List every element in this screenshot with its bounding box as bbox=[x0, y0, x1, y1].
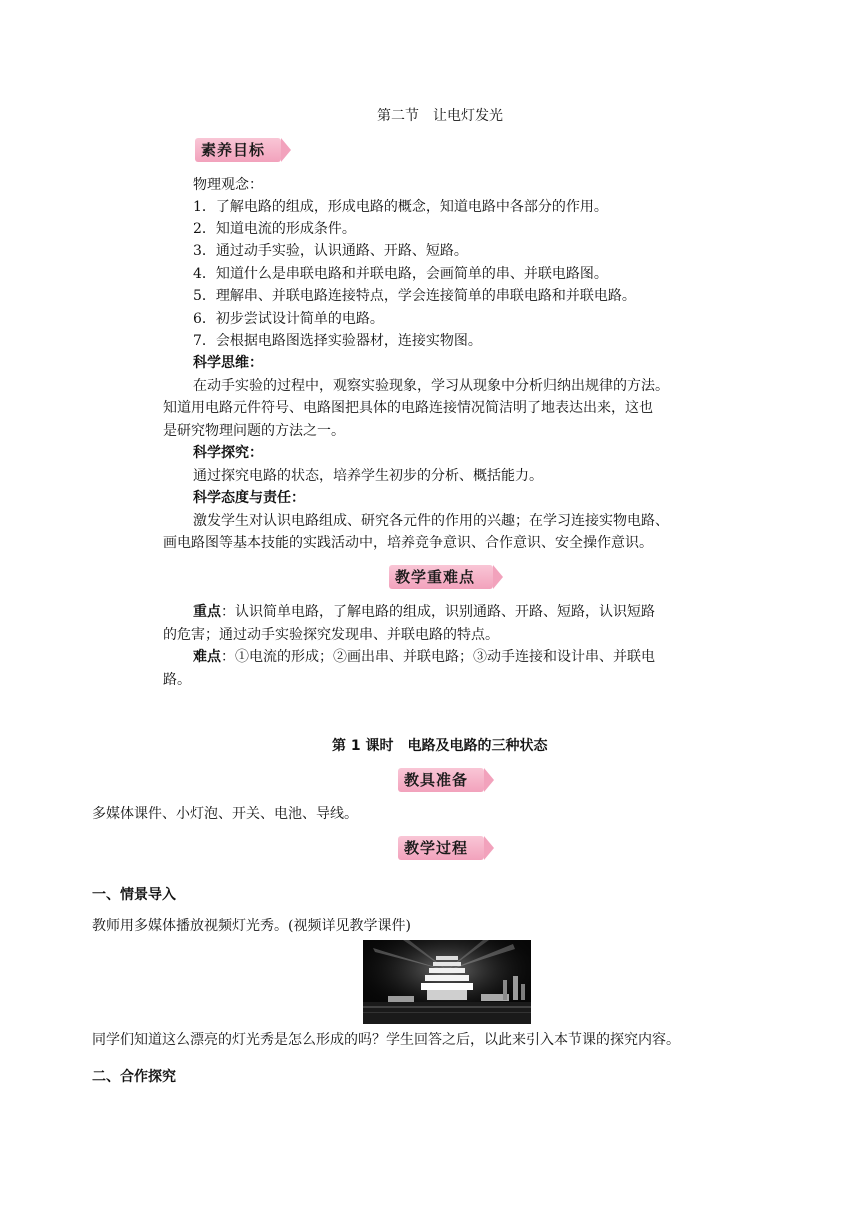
concept-item: 4．知道什么是串联电路和并联电路，会画简单的串、并联电路图。 bbox=[193, 266, 608, 282]
inquiry-heading: 科学探究： bbox=[193, 445, 263, 461]
focus-text: ：认识简单电路，了解电路的组成，识别通路、开路、短路，认识短路 bbox=[221, 604, 655, 620]
attitude-line: 画电路图等基本技能的实践活动中，培养竞争意识、合作意识、安全操作意识。 bbox=[163, 535, 653, 551]
part2-heading: 二、合作探究 bbox=[92, 1069, 176, 1085]
lesson-title: 第 1 课时 电路及电路的三种状态 bbox=[332, 738, 548, 754]
tools-badge bbox=[398, 768, 484, 792]
thinking-heading: 科学思维： bbox=[193, 355, 263, 371]
attitude-line: 激发学生对认识电路组成、研究各元件的作用的兴趣；在学习连接实物电路、 bbox=[193, 513, 669, 529]
concept-item: 1．了解电路的组成，形成电路的概念，知道电路中各部分的作用。 bbox=[193, 199, 608, 215]
difficulty-label: 难点 bbox=[193, 649, 221, 665]
goals-badge-label: 素养目标 bbox=[201, 141, 266, 159]
difficulty-text: ：①电流的形成；②画出串、并联电路；③动手连接和设计串、并联电 bbox=[221, 649, 655, 665]
part1-heading: 一、情景导入 bbox=[92, 887, 176, 903]
thinking-line: 在动手实验的过程中，观察实验现象，学习从现象中分析归纳出规律的方法。 bbox=[193, 378, 669, 394]
tools-badge-label: 教具准备 bbox=[404, 771, 469, 789]
thinking-line: 知道用电路元件符号、电路图把具体的电路连接情况简洁明了地表达出来，这也 bbox=[163, 400, 653, 416]
key-points-badge bbox=[389, 565, 493, 589]
concept-item: 5．理解串、并联电路连接特点，学会连接简单的串联电路和并联电路。 bbox=[193, 288, 636, 304]
thinking-line: 是研究物理问题的方法之一。 bbox=[163, 423, 345, 439]
focus-line bbox=[193, 603, 655, 621]
process-badge bbox=[398, 836, 484, 860]
section-title: 第二节 让电灯发光 bbox=[377, 108, 503, 124]
process-badge-label: 教学过程 bbox=[404, 839, 469, 857]
concept-item: 6．初步尝试设计简单的电路。 bbox=[193, 311, 384, 327]
concept-item: 7．会根据电路图选择实验器材，连接实物图。 bbox=[193, 333, 482, 349]
inquiry-text: 通过探究电路的状态，培养学生初步的分析、概括能力。 bbox=[193, 468, 543, 484]
concept-heading: 物理观念： bbox=[193, 177, 263, 193]
concept-item: 3．通过动手实验，认识通路、开路、短路。 bbox=[193, 243, 468, 259]
concept-item: 2．知道电流的形成条件。 bbox=[193, 221, 356, 237]
goals-badge bbox=[195, 138, 281, 162]
light-show-photo-graphic bbox=[363, 940, 531, 1024]
difficulty-line bbox=[193, 648, 655, 666]
part1-question: 同学们知道这么漂亮的灯光秀是怎么形成的吗？学生回答之后，以此来引入本节课的探究内容。 bbox=[92, 1032, 680, 1048]
key-points-badge-label: 教学重难点 bbox=[395, 568, 476, 586]
difficulty-line-2: 路。 bbox=[163, 672, 191, 688]
part1-text: 教师用多媒体播放视频灯光秀。(视频详见教学课件) bbox=[92, 918, 411, 934]
focus-label: 重点 bbox=[193, 604, 221, 620]
focus-line-2: 的危害；通过动手实验探究发现串、并联电路的特点。 bbox=[163, 627, 499, 643]
attitude-heading: 科学态度与责任： bbox=[193, 490, 305, 506]
light-show-photo bbox=[363, 940, 531, 1024]
tools-text: 多媒体课件、小灯泡、开关、电池、导线。 bbox=[92, 806, 358, 822]
